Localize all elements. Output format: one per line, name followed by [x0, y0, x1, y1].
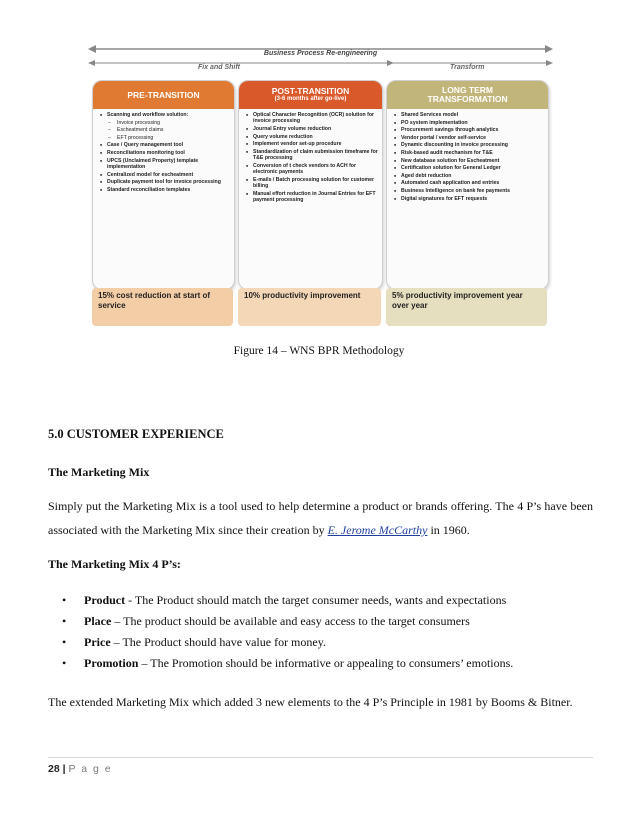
figure-caption: Figure 14 – WNS BPR Methodology	[233, 345, 405, 357]
list-item: ■ Implement vendor set-up procedure	[253, 141, 378, 147]
fix-and-shift-label: Fix and Shift	[198, 64, 240, 71]
list-item: ■ Digital signatures for EFT requests	[401, 196, 544, 202]
page-footer: 28 | P a g e	[48, 763, 113, 775]
footer-divider	[48, 757, 593, 758]
column-items	[387, 112, 548, 202]
list-item: ■ Query volume reduction	[253, 134, 378, 140]
list-item: • Product - The Product should match the target consumer needs, wants and expectations	[62, 590, 513, 611]
column-items	[93, 112, 234, 193]
list-item: ■ Vendor portal / vendor self-service	[401, 135, 544, 141]
four-ps-list	[62, 590, 513, 674]
list-item: ■ Standardization of claim submission timeframe for T&E processing	[253, 149, 378, 162]
list-item: • Promotion – The Promotion should be informative or appealing to consumers’ emotions.	[62, 653, 513, 674]
column-header: PRE-TRANSITION	[93, 81, 234, 109]
extended-mix-paragraph: The extended Marketing Mix which added 3 new elements to the 4 P’s Principle in 1981 by Booms & Bitner.	[48, 695, 573, 709]
transform-label: Transform	[450, 64, 485, 71]
post-transition-result: 10% productivity improvement	[238, 288, 381, 326]
section-heading: 5.0 CUSTOMER EXPERIENCE	[48, 427, 224, 441]
list-item: – EFT processing	[107, 135, 230, 141]
list-item: • Place – The product should be available and easy access to the target consumers	[62, 611, 513, 632]
list-item: ■ Conversion of t check vendors to ACH for electronic payments	[253, 163, 378, 176]
list-item: ■ Reconciliations monitoring tool	[107, 150, 230, 156]
pre-transition-result: 15% cost reduction at start of service	[92, 288, 233, 326]
list-item: ■ Procurement savings through analytics	[401, 127, 544, 133]
long-term-transformation-column	[386, 80, 549, 290]
list-item: ■ Case / Query management tool	[107, 142, 230, 148]
list-item: ■ Business Intelligence on bank fee payments	[401, 188, 544, 194]
list-item: ■ Shared Services model	[401, 112, 544, 118]
post-transition-column	[238, 80, 383, 290]
column-items	[239, 112, 382, 204]
list-item: ■ Risk-based audit mechanism for T&E	[401, 150, 544, 156]
list-item: ■ Manual effort reduction in Journal Entries for EFT payment processing	[253, 191, 378, 204]
long-term-result: 5% productivity improvement year over year	[386, 288, 547, 326]
mccarthy-link[interactable]: E. Jerome McCarthy	[327, 523, 428, 537]
bpr-figure	[88, 40, 553, 330]
page-label: P a g e	[68, 763, 113, 775]
list-item: ■ Aged debt reduction	[401, 173, 544, 179]
list-item: – Invoice processing	[107, 120, 230, 126]
marketing-mix-paragraph: Simply put the Marketing Mix is a tool used to help determine a product or brands offering. The 4 P’s have been associated with the Marketing Mix since their creation by E. Jerome McCarthy in 1960.	[48, 499, 593, 537]
list-item: – Escheatment claims	[107, 127, 230, 133]
list-item: • Price – The Product should have value for money.	[62, 632, 513, 653]
column-header: LONG TERM TRANSFORMATION	[387, 81, 548, 109]
list-item: ■ Centralized model for escheatment	[107, 172, 230, 178]
four-ps-heading: The Marketing Mix 4 P’s:	[48, 557, 181, 571]
list-item: ■ PO system implementation	[401, 120, 544, 126]
list-item: ■ Standard reconciliation templates	[107, 187, 230, 193]
list-item: ■ Journal Entry volume reduction	[253, 126, 378, 132]
list-item: ■ Scanning and workflow solution:	[107, 112, 230, 118]
list-item: ■ Optical Character Recognition (OCR) solution for invoice processing	[253, 112, 378, 125]
pre-transition-column	[92, 80, 235, 290]
column-header: POST-TRANSITION (3-6 months after go-live)	[239, 81, 382, 109]
list-item: ■ Dynamic discounting in invoice processing	[401, 142, 544, 148]
list-item: ■ New database solution for Escheatment	[401, 158, 544, 164]
list-item: ■ Certification solution for General Ledger	[401, 165, 544, 171]
list-item: ■ UPCS (Unclaimed Property) template implementation	[107, 158, 230, 171]
list-item: ■ E-mails / Batch processing solution for customer billing	[253, 177, 378, 190]
page-number: 28	[48, 763, 60, 775]
marketing-mix-heading: The Marketing Mix	[48, 465, 150, 479]
bpr-title: Business Process Re-engineering	[263, 50, 378, 57]
list-item: ■ Automated cash application and entries	[401, 180, 544, 186]
list-item: ■ Duplicate payment tool for invoice processing	[107, 179, 230, 185]
